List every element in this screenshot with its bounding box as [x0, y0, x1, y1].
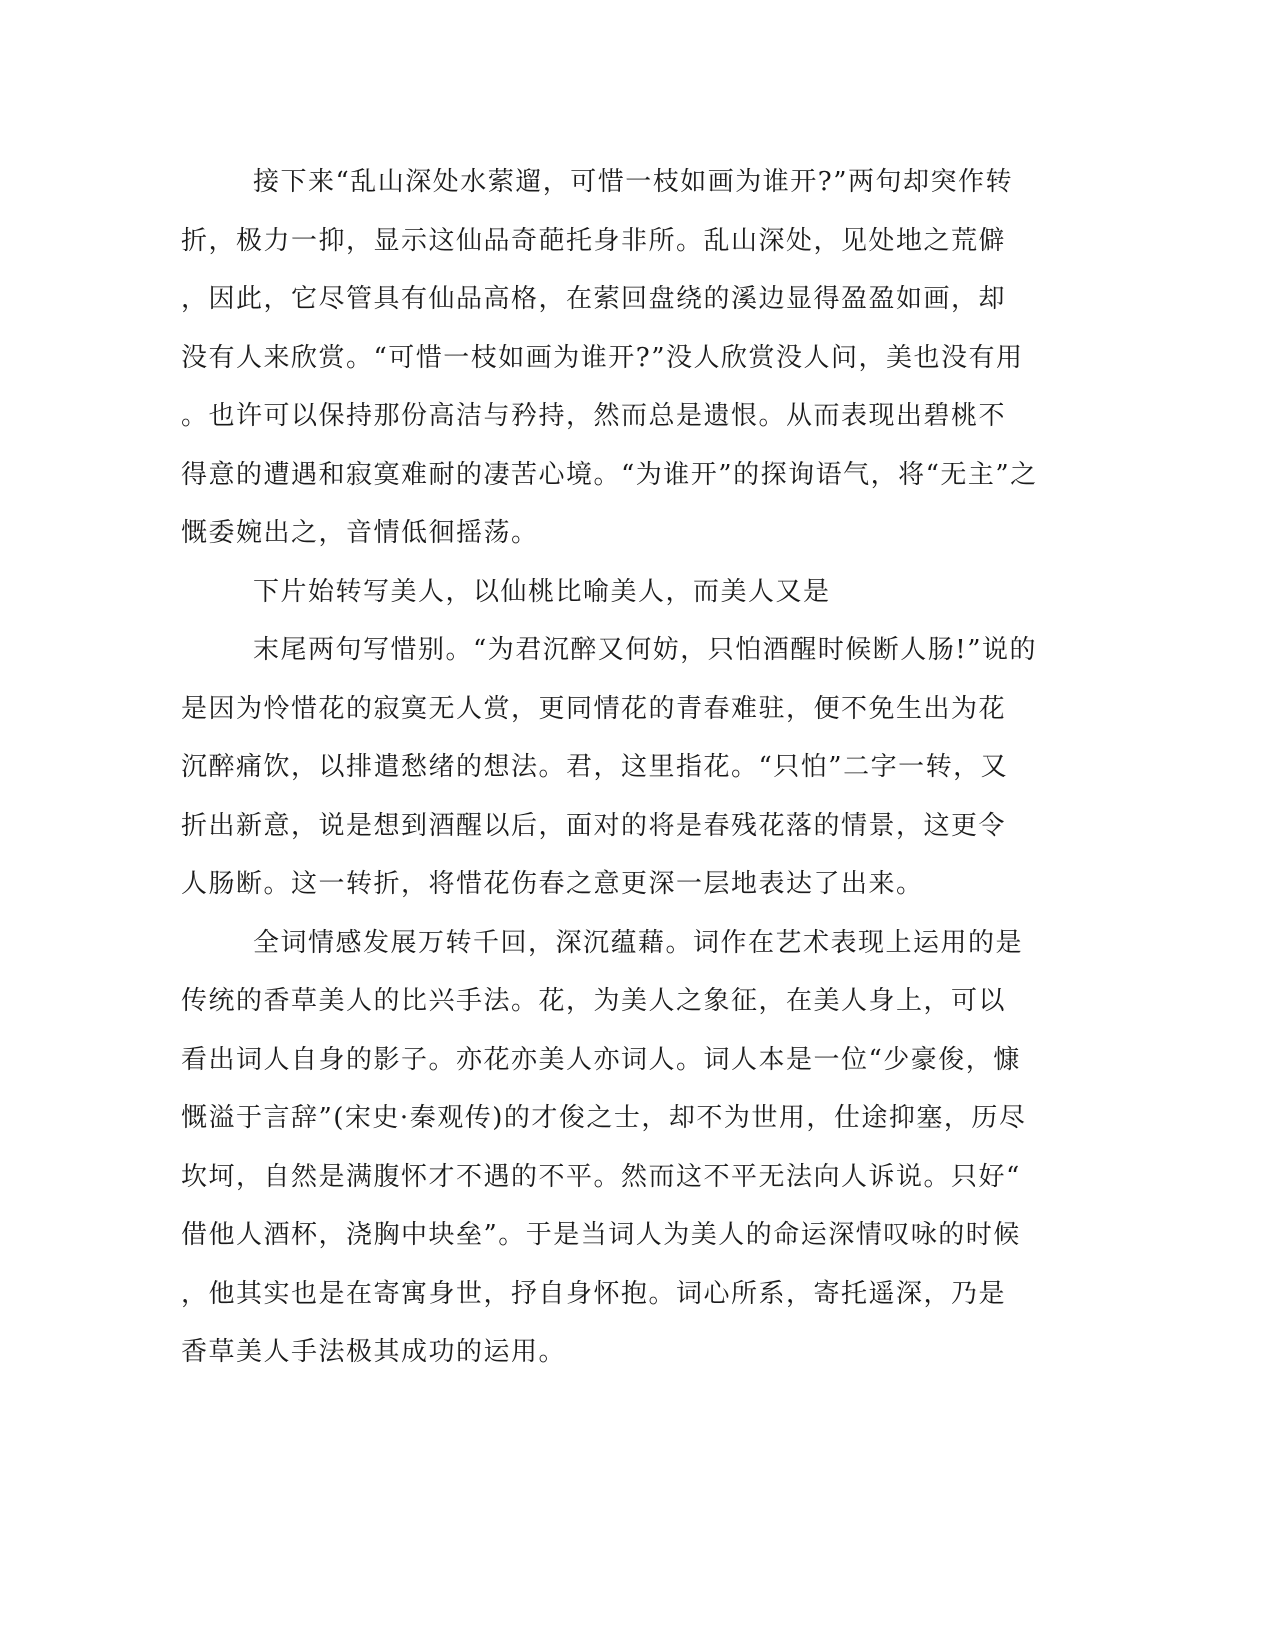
text-line: 借他人酒杯，浇胸中块垒”。于是当词人为美人的命运深情叹咏的时候: [181, 1220, 1021, 1250]
text-line: 接下来“乱山深处水萦遛，可惜一枝如画为谁开?”两句却突作转: [253, 167, 1014, 197]
text-line: 传统的香草美人的比兴手法。花，为美人之象征，在美人身上，可以: [181, 986, 1007, 1016]
document-body: [181, 153, 1061, 1382]
text-line: 折，极力一抑，显示这仙品奇葩托身非所。乱山深处，见处地之荒僻: [181, 225, 1007, 256]
paragraph-4: [181, 914, 1061, 1382]
paragraph-3: [181, 621, 1061, 914]
text-line: 人肠断。这一转折，将惜花伤春之意更深一层地表达了出来。: [181, 869, 924, 899]
text-line: 是因为怜惜花的寂寞无人赏，更同情花的青春难驻，便不免生出为花: [181, 693, 1007, 724]
text-line: 香草美人手法极其成功的运用。: [181, 1337, 567, 1367]
text-line: 。也许可以保持那份高洁与矜持，然而总是遗恨。从而表现出碧桃不: [181, 401, 1007, 431]
text-line: 慨委婉出之，音情低徊摇荡。: [181, 518, 539, 548]
text-line: ，因此，它尽管具有仙品高格，在萦回盘绕的溪边显得盈盈如画，却: [181, 284, 1007, 314]
text-line: 全词情感发展万转千回，深沉蕴藉。词作在艺术表现上运用的是: [253, 927, 1024, 958]
text-line: 得意的遭遇和寂寞难耐的凄苦心境。“为谁开”的探询语气，将“无主”之: [181, 459, 1038, 490]
paragraph-1: [181, 153, 1061, 563]
text-line: 没有人来欣赏。“可惜一枝如画为谁开?”没人欣赏没人问，美也没有用: [181, 342, 1024, 373]
text-line: 看出词人自身的影子。亦花亦美人亦词人。词人本是一位“少豪俊，慷: [181, 1044, 1021, 1075]
text-line: 下片始转写美人，以仙桃比喻美人，而美人又是: [253, 576, 831, 607]
text-line: 慨溢于言辞”(宋史·秦观传)的才俊之士，却不为世用，仕途抑塞，历尽: [181, 1103, 1027, 1133]
text-line: ，他其实也是在寄寓身世，抒自身怀抱。词心所系，寄托遥深，乃是: [181, 1278, 1007, 1309]
text-line: 末尾两句写惜别。“为君沉醉又何妨，只怕酒醒时候断人肠!”说的: [253, 635, 1038, 665]
text-line: 折出新意，说是想到酒醒以后，面对的将是春残花落的情景，这更令: [181, 810, 1007, 841]
text-line: 沉醉痛饮，以排遣愁绪的想法。君，这里指花。“只怕”二字一转，又: [181, 752, 1009, 782]
paragraph-2: [181, 563, 1061, 622]
text-line: 坎坷，自然是满腹怀才不遇的不平。然而这不平无法向人诉说。只好“: [181, 1161, 1021, 1192]
